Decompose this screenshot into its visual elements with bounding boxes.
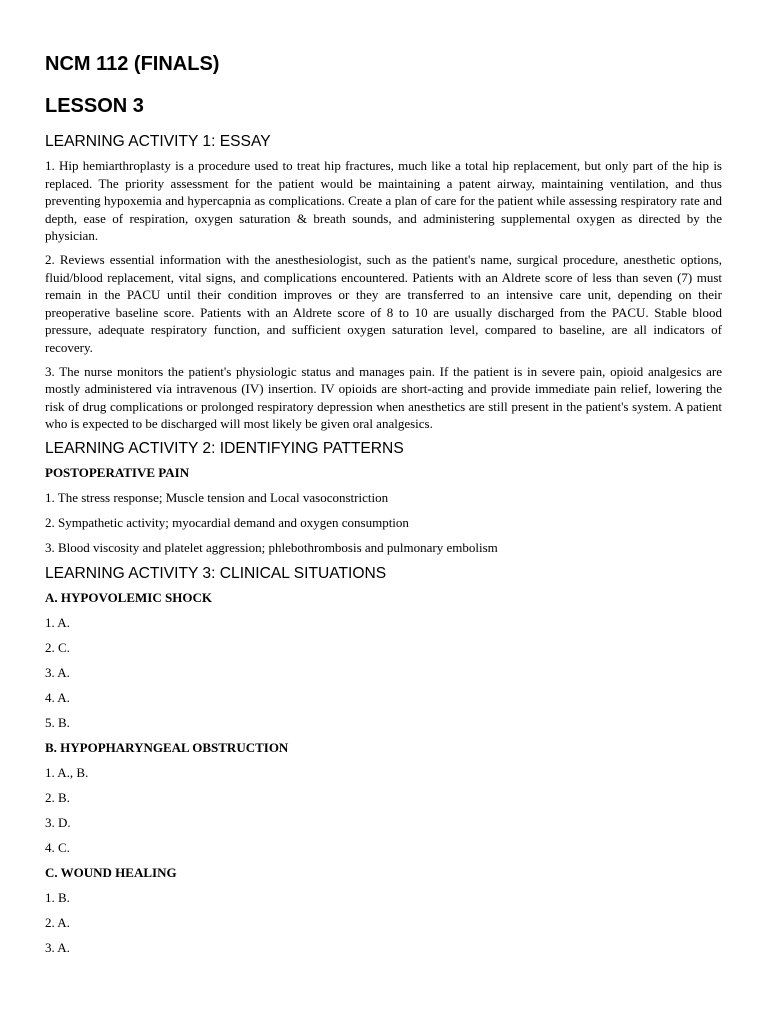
lesson-title: LESSON 3 xyxy=(45,95,144,117)
pattern-item-1: 1. The stress response; Muscle tension and Local vasoconstriction xyxy=(45,489,389,505)
answer-item: 4. C. xyxy=(45,839,70,855)
activity-2-heading: LEARNING ACTIVITY 2: IDENTIFYING PATTERNS xyxy=(45,439,404,457)
answer-item: 2. A. xyxy=(45,914,70,930)
answer-item: 4. A. xyxy=(45,689,70,705)
pattern-item-3: 3. Blood viscosity and platelet aggression; phlebothrombosis and pulmonary embolism xyxy=(45,539,498,555)
activity-2-section xyxy=(45,439,722,556)
document-title: NCM 112 (FINALS) xyxy=(45,53,220,75)
activity-3-section xyxy=(45,564,722,956)
answer-item: 1. A., B. xyxy=(45,764,89,780)
answer-item: 2. B. xyxy=(45,789,70,805)
answer-item: 5. B. xyxy=(45,714,70,730)
situation-group-a xyxy=(45,589,722,731)
essay-paragraph-2: 2. Reviews essential information with the anesthesiologist, such as the patient's name, surgical procedure, anesthetic options, fluid/blood replacement, vital signs, and complications encountered. Patients with an Aldrete score of less than seven (7) must remain in the PACU until their condition improves or they are transferred to an intensive care unit, depending on their preoperative baseline score. Patients with an Aldrete score of 8 to 10 are usually discharged from the PACU. Stable blood pressure, adequate respiratory function, and sufficient oxygen saturation level, compared to baseline, are all indicators of recovery. xyxy=(45,251,722,355)
answer-item: 1. B. xyxy=(45,889,70,905)
activity-1-heading: LEARNING ACTIVITY 1: ESSAY xyxy=(45,133,271,150)
wound-healing-subheading: C. WOUND HEALING xyxy=(45,864,177,880)
situation-group-b xyxy=(45,739,722,856)
pattern-item-2: 2. Sympathetic activity; myocardial demand and oxygen consumption xyxy=(45,514,409,530)
answer-item: 3. A. xyxy=(45,664,70,680)
answer-item: 3. A. xyxy=(45,939,70,955)
essay-paragraph-3: 3. The nurse monitors the patient's physiologic status and manages pain. If the patient is in severe pain, opioid analgesics are mostly administered via intravenous (IV) insertion. IV opioids are short-acting and provide immediate pain relief, lowering the risk of drug complications or prolonged respiratory depression when anesthetics are still present in the patient's system. A patient who is expected to be discharged will most likely be given oral analgesics. xyxy=(45,363,722,432)
postoperative-pain-subheading: POSTOPERATIVE PAIN xyxy=(45,464,190,480)
answer-item: 2. C. xyxy=(45,639,70,655)
situation-group-c xyxy=(45,864,722,956)
hypopharyngeal-obstruction-subheading: B. HYPOPHARYNGEAL OBSTRUCTION xyxy=(45,739,289,755)
activity-3-heading: LEARNING ACTIVITY 3: CLINICAL SITUATIONS xyxy=(45,564,387,582)
answer-item: 3. D. xyxy=(45,814,71,830)
activity-1-section xyxy=(45,132,722,433)
answer-item: 1. A. xyxy=(45,614,70,630)
essay-paragraph-1: 1. Hip hemiarthroplasty is a procedure used to treat hip fractures, much like a total hip replacement, but only part of the hip is replaced. The priority assessment for the patient would be maintaining a patent airway, maintaining ventilation, and thus preventing hypoxemia and hypercapnia as complications. Create a plan of care for the patient while assessing respiratory rate and depth, ease of respiration, oxygen saturation & breath sounds, and administering supplemental oxygen as directed by the physician. xyxy=(45,158,722,244)
hypovolemic-shock-subheading: A. HYPOVOLEMIC SHOCK xyxy=(45,589,212,605)
